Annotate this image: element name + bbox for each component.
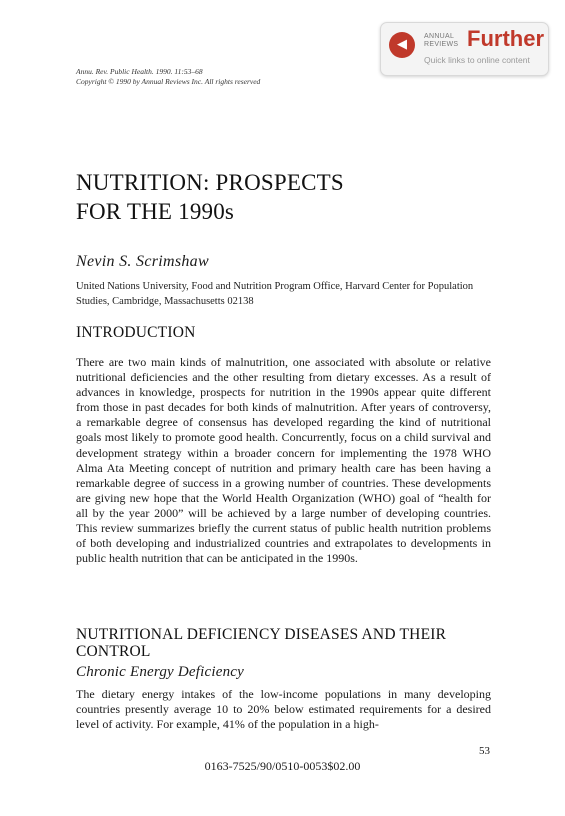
journal-citation (76, 67, 260, 87)
further-badge[interactable] (380, 22, 549, 76)
annual-reviews-label: ANNUAL REVIEWS (424, 33, 459, 48)
chevron-left-icon: ◀ (389, 32, 415, 58)
chronic-energy-paragraph: The dietary energy intakes of the low-income populations in many developing countries presently average 10 to 20% below estimated requirements for a desired level of activity. For example, 41% of the population in a high- (76, 687, 491, 732)
introduction-heading: INTRODUCTION (76, 324, 196, 341)
author-name: Nevin S. Scrimshaw (76, 253, 209, 270)
title-line-1: NUTRITION: PROSPECTS (76, 170, 344, 195)
title-line-2: FOR THE 1990s (76, 199, 235, 224)
article-title (76, 168, 344, 226)
page-number: 53 (479, 745, 490, 757)
author-affiliation: United Nations University, Food and Nutrition Program Office, Harvard Center for Population Studies, Cambridge, Massachusetts 02138 (76, 281, 474, 307)
deficiency-heading: NUTRITIONAL DEFICIENCY DISEASES AND THEIR CONTROL (76, 626, 447, 660)
article-code: 0163-7525/90/0510-0053$02.00 (204, 759, 361, 773)
copyright-line: Copyright © 1990 by Annual Reviews Inc. All rights reserved (76, 77, 261, 86)
further-subtitle: Quick links to online content (424, 55, 530, 65)
introduction-paragraph: There are two main kinds of malnutrition, one associated with absolute or relative nutritional deficiencies and the other resulting from dietary excesses. As a result of advances in knowledge, prospects for nutrition in the 1990s appear quite different from those in past decades for both kinds of malnutrition. After years of controversy, a remarkable degree of consensus has developed regarding the kind of nutritional goals most likely to promote good health. Concurrently, focus on a child survival and development strategy within a broader concern for implementing the 1978 WHO Alma Ata Meeting concept of nutrition and primary health care has been having a remarkable degree of success in a growing number of countries. These developments are giving new hope that the World Health Organization (WHO) goal of “health for all by the year 2000” will be achieved by a large number of developing countries. This review summarizes briefly the current status of public health nutrition problems of both developing and industrialized countries and extrapolates to developments in public health nutrition that can be anticipated in the 1990s. (76, 355, 491, 566)
chronic-energy-heading: Chronic Energy Deficiency (76, 664, 244, 680)
citation-line: Annu. Rev. Public Health. 1990. 11:53–68 (76, 67, 203, 76)
further-title: Further (467, 26, 544, 51)
